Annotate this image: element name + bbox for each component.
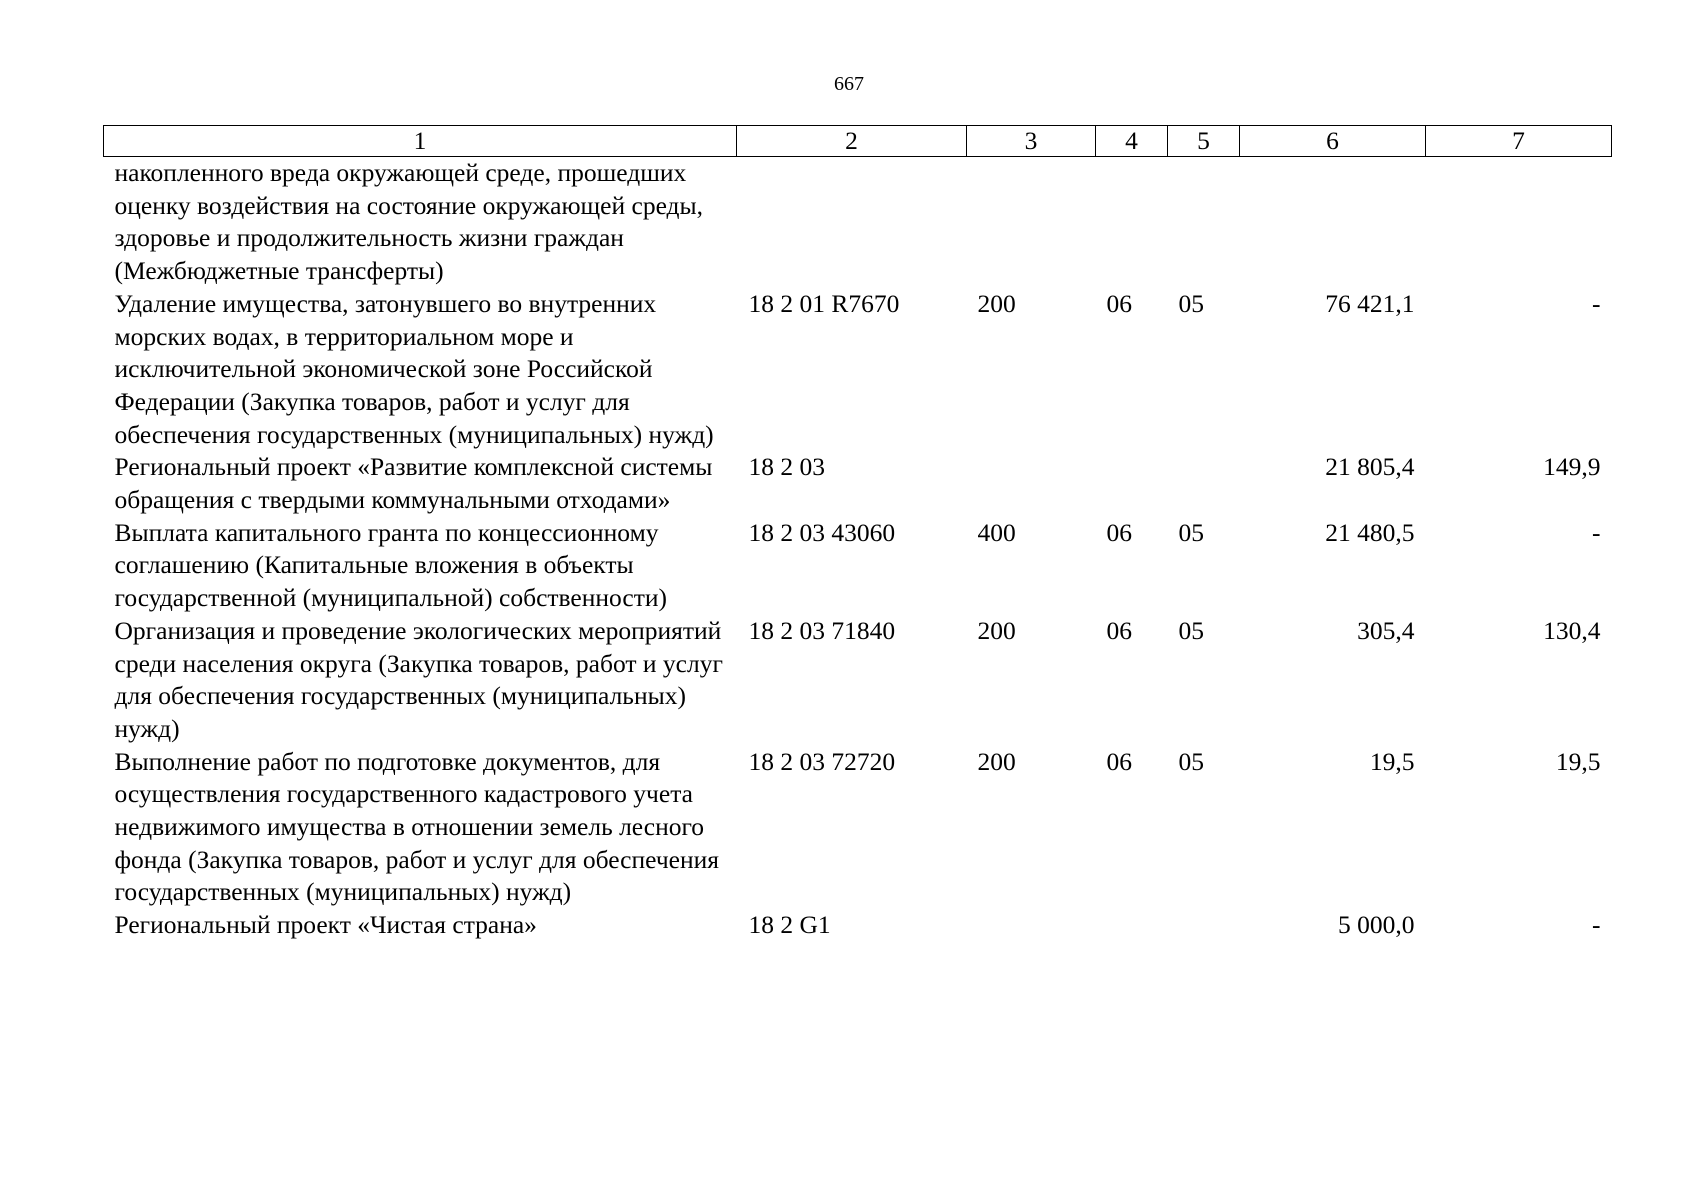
table-row [104, 615, 1612, 746]
row-name: Организация и проведение экологических мероприятий среди населения округа (Закупка товаров, работ и услуг для обеспечения государственных (муниципальных) нужд) [114, 615, 723, 743]
row-sum-1: 21 480,5 [1325, 517, 1415, 547]
row-rz [1096, 157, 1168, 288]
row-sum-2: 130,4 [1543, 615, 1601, 645]
row-rz: 06 [1106, 746, 1132, 776]
table-body [104, 157, 1612, 942]
row-name: Удаление имущества, затонувшего во внутренних морских водах, в территориальном море и исключительной экономической зоне Российской Федерации (Закупка товаров, работ и услуг для обеспечения государственных (муниципальных) нужд) [114, 288, 714, 449]
row-code [737, 157, 967, 288]
row-sum-1 [1240, 157, 1426, 288]
row-sum-1: 21 805,4 [1325, 452, 1415, 482]
row-vr: 200 [977, 288, 1016, 318]
header-col-3: 3 [967, 126, 1096, 157]
row-sum-2 [1426, 157, 1612, 288]
row-sum-2: 19,5 [1555, 746, 1601, 776]
row-sum-1: 5 000,0 [1338, 910, 1415, 940]
row-rz: 06 [1106, 288, 1132, 318]
row-rz [1096, 909, 1168, 942]
table-row [104, 157, 1612, 288]
row-vr: 200 [977, 615, 1016, 645]
budget-table [103, 125, 1612, 942]
table-row [104, 451, 1612, 516]
header-col-6: 6 [1240, 126, 1426, 157]
row-sum-2: 149,9 [1543, 452, 1601, 482]
header-col-5: 5 [1168, 126, 1240, 157]
row-vr: 200 [977, 746, 1016, 776]
row-code: 18 2 03 71840 [748, 615, 896, 645]
row-pr: 05 [1178, 615, 1204, 645]
row-pr [1168, 909, 1240, 942]
header-col-1: 1 [104, 126, 737, 157]
row-vr [967, 451, 1096, 516]
header-col-7: 7 [1426, 126, 1612, 157]
row-pr: 05 [1178, 288, 1204, 318]
table-row [104, 288, 1612, 452]
table-row [104, 517, 1612, 615]
row-pr: 05 [1178, 746, 1204, 776]
row-sum-1: 19,5 [1369, 746, 1415, 776]
row-name: Региональный проект «Развитие комплексной системы обращения с твердыми коммунальными отходами» [114, 452, 713, 515]
row-rz: 06 [1106, 615, 1132, 645]
page-number: 667 [834, 73, 864, 95]
row-sum-1: 76 421,1 [1325, 288, 1415, 318]
table-row [104, 909, 1612, 942]
row-code: 18 2 G1 [748, 910, 831, 940]
row-pr [1168, 157, 1240, 288]
row-name: накопленного вреда окружающей среде, прошедших оценку воздействия на состояние окружающей среды, здоровье и продолжительность жизни граждан (Межбюджетные трансферты) [114, 158, 704, 286]
row-code: 18 2 03 43060 [748, 517, 896, 547]
row-pr: 05 [1178, 517, 1204, 547]
row-code: 18 2 01 R7670 [748, 288, 900, 318]
row-rz [1096, 451, 1168, 516]
row-name: Выполнение работ по подготовке документов, для осуществления государственного кадастрового учета недвижимого имущества в отношении земель лесного фонда (Закупка товаров, работ и услуг для обеспечения государственных (муниципальных) нужд) [114, 746, 719, 907]
row-vr [967, 909, 1096, 942]
row-sum-2: - [1592, 288, 1601, 318]
row-vr: 400 [977, 517, 1016, 547]
row-name: Выплата капитального гранта по концессионному соглашению (Капитальные вложения в объекты государственной (муниципальной) собственности) [114, 517, 668, 613]
row-vr [967, 157, 1096, 288]
row-pr [1168, 451, 1240, 516]
row-sum-2: - [1592, 910, 1601, 940]
header-row [104, 126, 1612, 157]
row-sum-1: 305,4 [1357, 615, 1415, 645]
row-code: 18 2 03 72720 [748, 746, 896, 776]
header-col-2: 2 [737, 126, 967, 157]
row-name: Региональный проект «Чистая страна» [114, 910, 537, 940]
table-row [104, 746, 1612, 910]
header-col-4: 4 [1096, 126, 1168, 157]
row-rz: 06 [1106, 517, 1132, 547]
table-header [104, 126, 1612, 157]
row-code: 18 2 03 [748, 452, 825, 482]
row-sum-2: - [1592, 517, 1601, 547]
